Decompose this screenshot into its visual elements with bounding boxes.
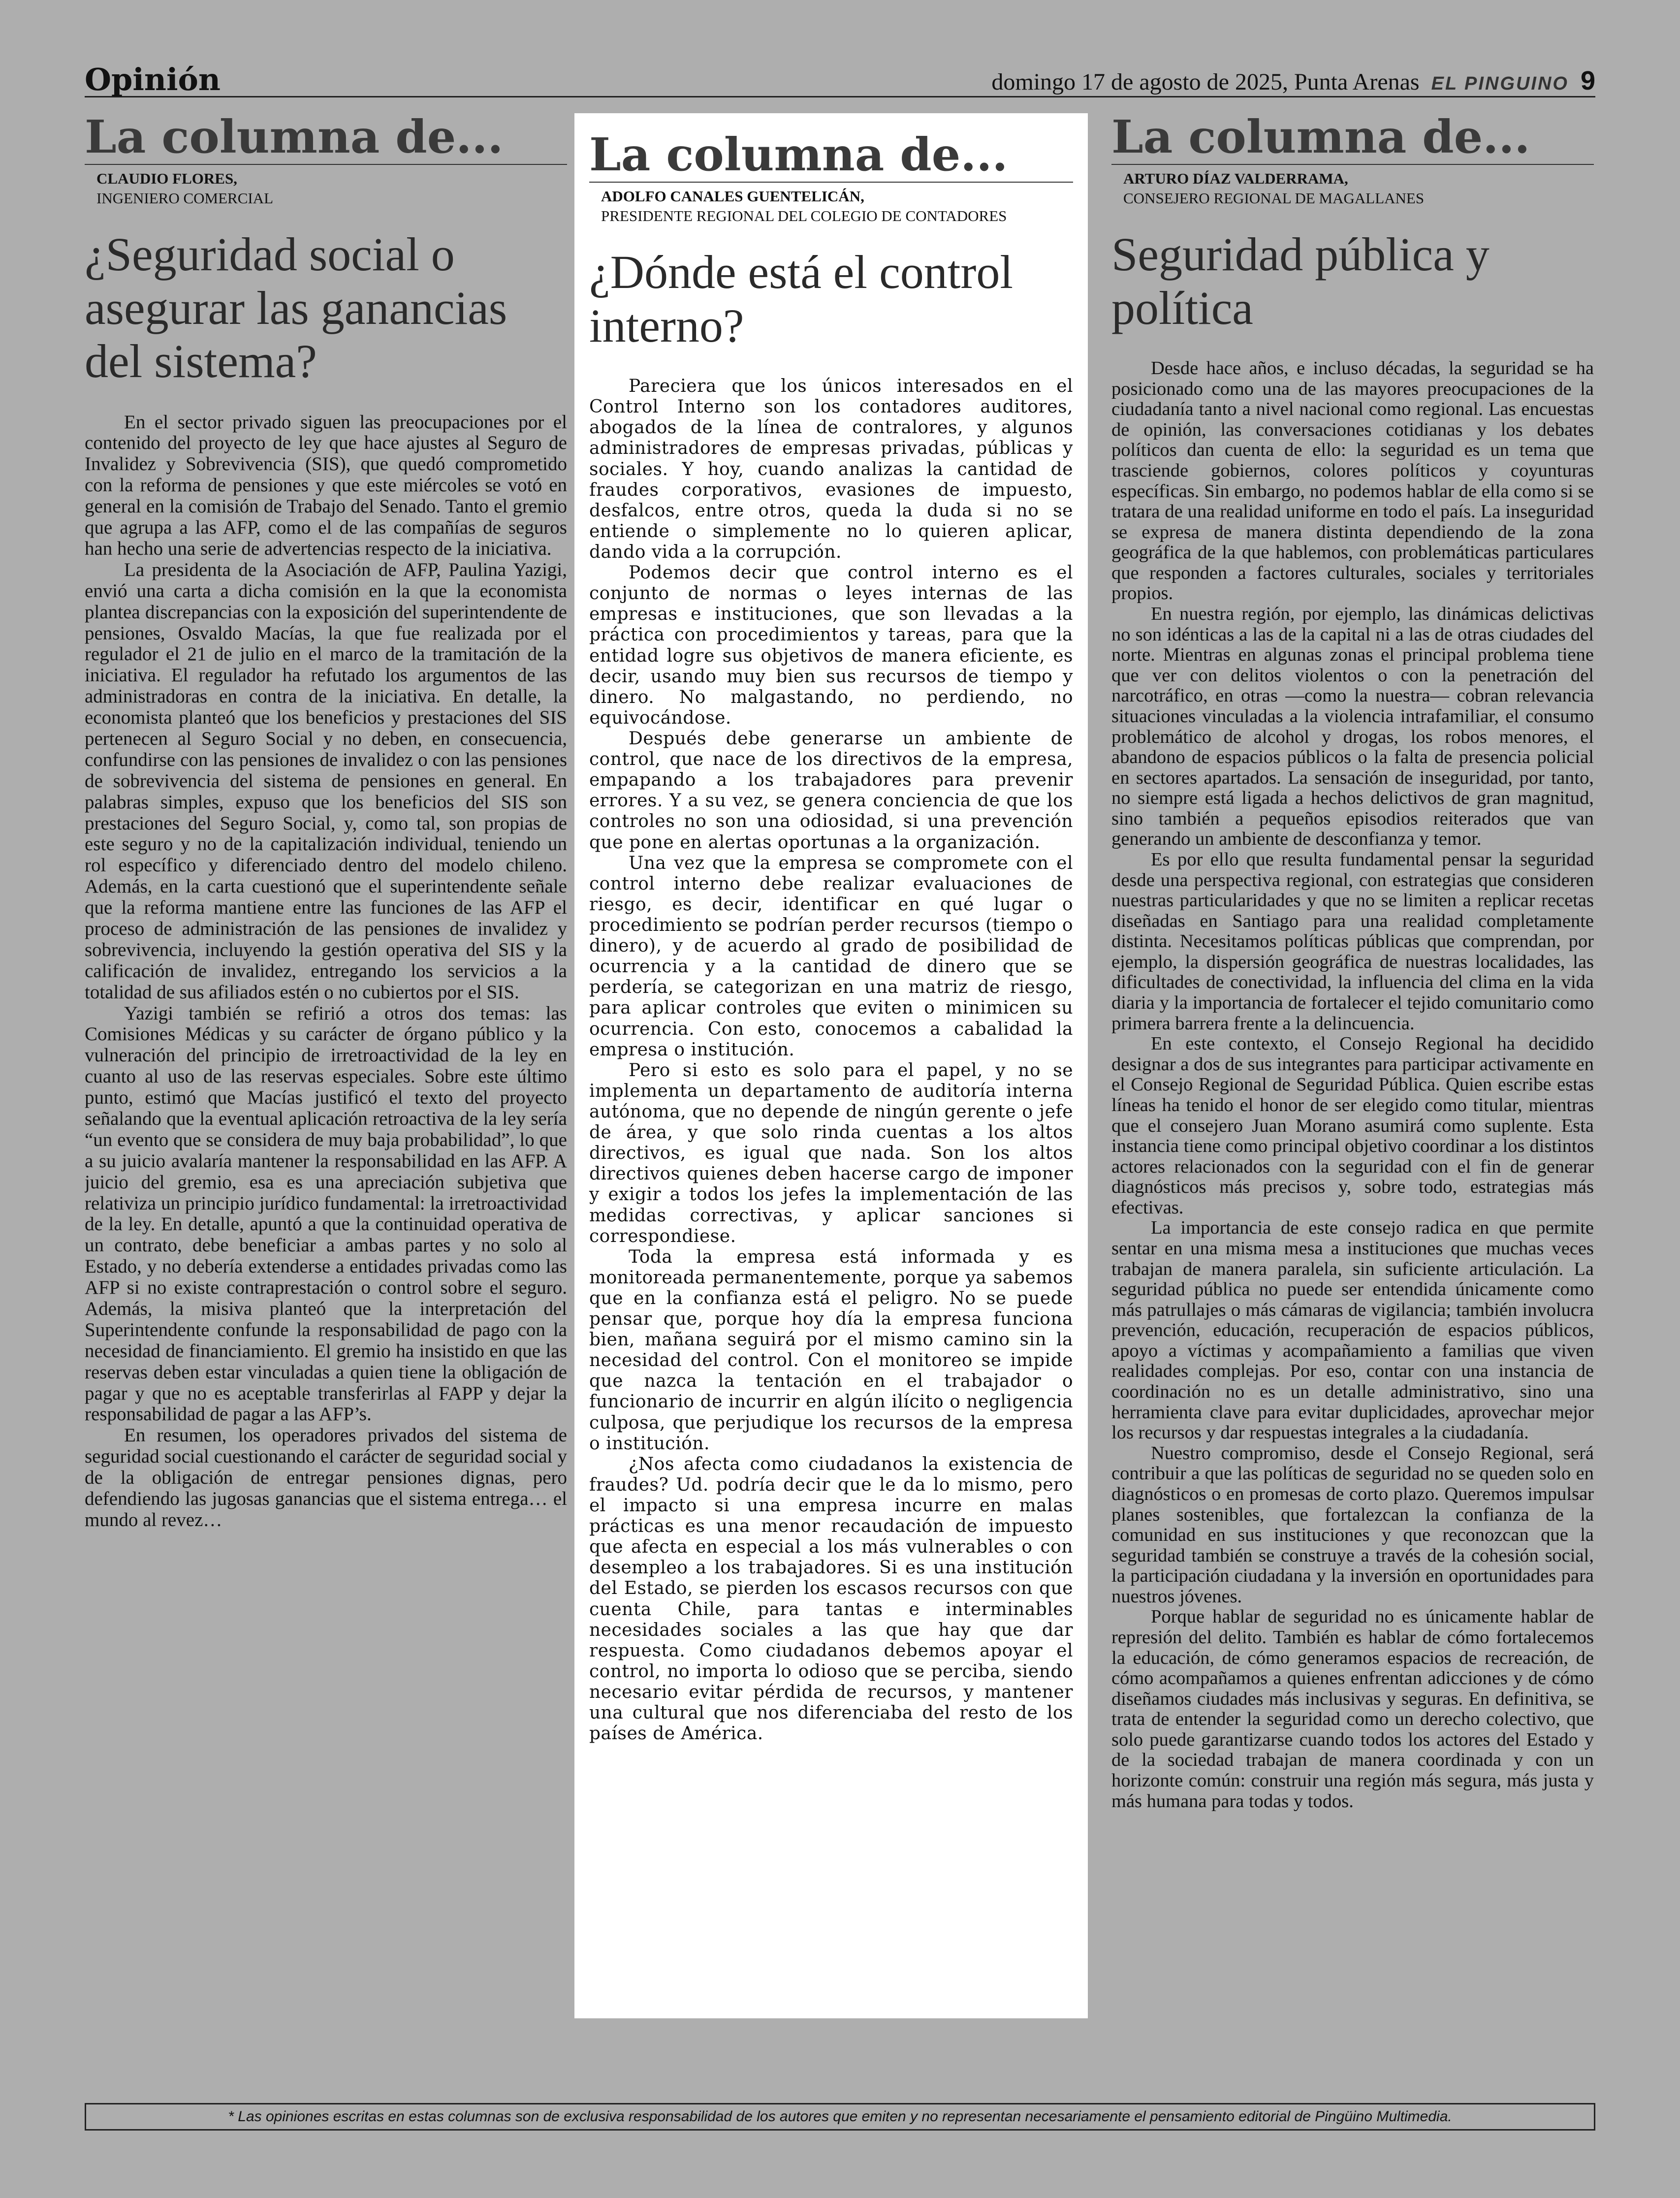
paragraph: En el sector privado siguen las preocupaciones por el contenido del proyecto de ley que hace ajustes al Seguro de Invalidez y Sobrevivencia (SIS), que quedó comprometido con la reforma de pensiones y que este miércoles se votó en general en la comisión de Trabajo del Senado. Tanto el gremio que agrupa a las AFP, como el de las compañías de seguros han hecho una serie de advertencias respecto de la iniciativa. bbox=[85, 411, 567, 559]
author-name: ADOLFO CANALES GUENTELICÁN, bbox=[601, 187, 864, 205]
column-headline: ¿Seguridad social o asegurar las ganancias del sistema? bbox=[85, 228, 507, 388]
column-author bbox=[85, 169, 567, 209]
header-right bbox=[991, 65, 1595, 96]
paragraph: La importancia de este consejo radica en que permite sentar en una misma mesa a instituciones que muchas veces trabajan de manera paralela, sin suficiente articulación. La seguridad pública no puede ser entendida únicamente como más patrullajes o más cámaras de vigilancia; también involucra prevención, educación, recuperación de espacios públicos, apoyo a víctimas y acompañamiento a familias que viven realidades complejas. Por eso, contar con una instancia de coordinación no es un detalle administrativo, sino una herramienta clave para evitar duplicidades, aprovechar mejor los recursos y dar respuestas integrales a la ciudadanía. bbox=[1111, 1217, 1594, 1443]
paragraph: Porque hablar de seguridad no es únicamente hablar de represión del delito. También es hablar de cómo fortalecemos la educación, de cómo generamos espacios de recreación, de cómo acompañamos a quienes enfrentan adicciones y de cómo diseñamos ciudades más inclusivas y seguras. En definitiva, se trata de entender la seguridad como un derecho colectivo, que solo puede garantizarse cuando todos los actores del Estado y de la sociedad trabajan de manera coordinada y con un horizonte común: construir una región más segura, más justa y más humana para todas y todos. bbox=[1111, 1606, 1594, 1812]
footer-disclaimer-box bbox=[85, 2103, 1595, 2131]
paragraph: Pero si esto es solo para el papel, y no se implementa un departamento de auditoría interna autónoma, que no depende de ningún gerente o jefe de área, y que solo rinda cuentas a los altos directivos, es igual que nada. Son los altos directivos quienes deben hacerse cargo de imponer y exigir a todos los jefes la implementación de las medidas correctivas, y aplicar sanciones si correspondiese. bbox=[589, 1060, 1073, 1246]
paragraph: En nuestra región, por ejemplo, las dinámicas delictivas no son idénticas a las de la capital ni a las de otras ciudades del norte. Mientras en algunas zonas el principal problema tiene que ver con delitos violentos o con la penetración del narcotráfico, en otras —como la nuestra— cobran relevancia situaciones vinculadas a la violencia intrafamiliar, el consumo problemático de alcohol y drogas, los robos menores, el abandono de espacios públicos o la falta de presencia policial en sectores apartados. La sensación de inseguridad, por tanto, no siempre está ligada a hechos delictivos de gran magnitud, sino también a pequeños episodios reiterados que van generando un ambiente de desconfianza y temor. bbox=[1111, 604, 1594, 850]
column-1 bbox=[85, 113, 567, 2033]
paragraph: En este contexto, el Consejo Regional ha decidido designar a dos de sus integrantes para participar activamente en el Consejo Regional de Seguridad Pública. Quien escribe estas líneas ha tenido el honor de ser elegido como titular, mientras que el consejero Juan Morano asumirá como suplente. Esta instancia tiene como principal objetivo coordinar a los distintos actores relacionados con la seguridad con el fin de generar diagnósticos más precisos y, sobre todo, estrategias más efectivas. bbox=[1111, 1033, 1594, 1218]
paragraph: Podemos decir que control interno es el conjunto de normas o leyes internas de las empresas e instituciones, que son llevadas a la práctica con procedimientos y tareas, para que la entidad logre sus objetivos de manera eficiente, es decir, usando muy bien sus recursos de tiempo y dinero. No malgastando, no perdiendo, no equivocándose. bbox=[589, 563, 1073, 728]
newspaper-logo: EL PINGUINO bbox=[1431, 73, 1569, 94]
column-body bbox=[1111, 358, 1594, 1812]
paragraph: ¿Nos afecta como ciudadanos la existencia de fraudes? Ud. podría decir que le da lo mismo, pero el impacto si una empresa incurre en malas prácticas es una menor recaudación de impuesto que afecta en especial a los más vulnerables o con desempleo a los trabajadores. Si es una institución del Estado, se pierden los escasos recursos con que cuenta Chile, para tantas e interminables necesidades sociales a las que hay que dar respuesta. Como ciudadanos debemos apoyar el control, no importa lo odioso que se perciba, siendo necesario evitar pérdida de recursos, y mantener una cultural que nos diferenciaba del resto de los países de América. bbox=[589, 1454, 1073, 1744]
column-kicker: La columna de... bbox=[1111, 113, 1594, 165]
column-author bbox=[589, 187, 1073, 226]
paragraph: Nuestro compromiso, desde el Consejo Regional, será contribuir a que las políticas de seguridad no se queden solo en diagnósticos o en promesas de corto plazo. Queremos impulsar planes sostenibles, que fortalezcan la confianza de la comunidad en sus instituciones y que reconozcan que la seguridad también se construye a través de la cohesión social, la participación ciudadana y la inversión en oportunidades para nuestros jóvenes. bbox=[1111, 1442, 1594, 1607]
column-headline: ¿Dónde está el control interno? bbox=[589, 246, 1013, 352]
paragraph: Toda la empresa está informada y es monitoreada permanentemente, porque ya sabemos que en la confianza está el peligro. No se puede pensar que, porque hoy día la empresa funciona bien, mañana seguirá por el mismo camino sin la necesidad del control. Con el monitoreo se impide que nazca la tentación en el trabajador o funcionario de incurrir en algún ilícito o negligencia culposa, que perjudique los recursos de la empresa o institución. bbox=[589, 1246, 1073, 1454]
page-header bbox=[85, 62, 1595, 97]
paragraph: Después debe generarse un ambiente de control, que nace de los directivos de la empresa, empapando a los trabajadores para prevenir errores. Y a su vez, se genera conciencia de que los controles no son una odiosidad, si una prevención que pone en alertas oportunas a la organización. bbox=[589, 728, 1073, 853]
column-author bbox=[1111, 169, 1594, 209]
author-role: INGENIERO COMERCIAL bbox=[96, 189, 274, 207]
author-role: CONSEJERO REGIONAL DE MAGALLANES bbox=[1123, 189, 1425, 207]
author-name: CLAUDIO FLORES, bbox=[96, 169, 237, 187]
column-body bbox=[589, 376, 1073, 1744]
paragraph: La presidenta de la Asociación de AFP, Paulina Yazigi, envió una carta a dicha comisión en la que la economista plantea discrepancias con la exposición del superintendente de pensiones, Osvaldo Macías, la que fue realizada por el regulador el 21 de julio en el marco de la tramitación de la iniciativa. El regulador ha refutado los argumentos de las administradoras en contra de la iniciativa. En detalle, la economista planteó que los beneficios y prestaciones del SIS pertenecen al Seguro Social y no deben, en consecuencia, confundirse con las pensiones de invalidez o con las pensiones de sobrevivencia del sistema de pensiones en general. En palabras simples, expuso que los beneficios del SIS son prestaciones del Seguro Social, y, como tal, son propias de este seguro y no de la capitalización individual, teniendo un rol específico y diferenciado dentro del modelo chileno. Además, en la carta cuestionó que el superintendente señale que la reforma mantiene entre las funciones de las AFP el proceso de administración de las pensiones de invalidez y sobrevivencia, incluyendo la gestión operativa del SIS y la calificación de invalidez, entregando los servicios a la totalidad de sus afiliados estén o no cubiertos por el SIS. bbox=[85, 559, 567, 1003]
paragraph: Pareciera que los únicos interesados en el Control Interno son los contadores auditores, abogados de la línea de contralores, y algunos administradores de empresas privadas, públicas y sociales. Y hoy, cuando analizas la cantidad de fraudes corporativos, evasiones de impuesto, desfalcos, entre otros, queda la duda si no se entiende o simplemente no lo quieren aplicar, dando vida a la corrupción. bbox=[589, 376, 1073, 562]
paragraph: Es por ello que resulta fundamental pensar la seguridad desde una perspectiva regional, con estrategias que consideren nuestras particularidades y que no se limiten a replicar recetas diseñadas en Santiago para una realidad completamente distinta. Necesitamos políticas públicas que comprendan, por ejemplo, la dispersión geográfica de nuestras localidades, las dificultades de conectividad, la influencia del clima en la vida diaria y la importancia de fortalecer el tejido comunitario como primera barrera frente a la delincuencia. bbox=[1111, 849, 1594, 1034]
column-headline: Seguridad pública y política bbox=[1111, 228, 1490, 334]
column-body bbox=[85, 412, 567, 1531]
column-kicker: La columna de... bbox=[85, 113, 567, 165]
column-kicker: La columna de... bbox=[589, 131, 1073, 183]
footer-disclaimer: * Las opiniones escritas en estas columnas son de exclusiva responsabilidad de los autores que emiten y no representan necesariamente el pensamiento editorial de Pingüino Multimedia. bbox=[228, 2108, 1452, 2125]
column-2 bbox=[574, 113, 1088, 2018]
column-3 bbox=[1111, 113, 1594, 2082]
paragraph: Yazigi también se refirió a otros dos temas: las Comisiones Médicas y su carácter de órgano público y la vulneración del principio de irretroactividad de la ley en cuanto al uso de las reservas especiales. Sobre este último punto, estimó que Macías justificó el texto del proyecto señalando que la eventual aplicación retroactiva de la ley sería “un evento que se considera de muy baja probabilidad”, lo que a su juicio avalaría mantener la responsabilidad en las AFP. A juicio del gremio, esa es una apreciación subjetiva que relativiza un principio jurídico fundamental: la irretroactividad de la ley. En detalle, apuntó a que la continuidad operativa de un contrato, debe beneficiar a ambas partes y no solo al Estado, y no debería extenderse a entidades privadas como las AFP si no existe contraprestación o control sobre el seguro. Además, la misiva planteó que la interpretación del Superintendente confunde la responsabilidad de pago con la necesidad de financiamiento. El gremio ha insistido en que las reservas deben estar vinculadas a quien tiene la obligación de pagar y que no es aceptable transferirlas al FAPP y dejar la responsabilidad de pagar a las AFP’s. bbox=[85, 1002, 567, 1425]
page-number: 9 bbox=[1580, 66, 1595, 96]
author-role: PRESIDENTE REGIONAL DEL COLEGIO DE CONTADORES bbox=[601, 207, 1007, 224]
dateline: domingo 17 de agosto de 2025, Punta Arenas bbox=[991, 69, 1420, 95]
paragraph: Una vez que la empresa se compromete con el control interno debe realizar evaluaciones de riesgo, es decir, identificar en qué lugar o procedimiento se podrían perder recursos (tiempo o dinero), y de acuerdo al grado de posibilidad de ocurrencia y a la cantidad de dinero que se perdería, se categorizan en una matriz de riesgo, para aplicar controles que eviten o minimicen su ocurrencia. Con esto, conocemos a cabalidad la empresa o institución. bbox=[589, 853, 1073, 1060]
author-name: ARTURO DÍAZ VALDERRAMA, bbox=[1123, 169, 1348, 187]
paragraph: En resumen, los operadores privados del sistema de seguridad social cuestionando el carácter de seguridad social y de la obligación de entregar pensiones dignas, pero defendiendo las jugosas ganancias que el sistema entrega… el mundo al revez… bbox=[85, 1425, 567, 1530]
section-title: Opinión bbox=[85, 62, 221, 97]
paragraph: Desde hace años, e incluso décadas, la seguridad se ha posicionado como una de las mayores preocupaciones de la ciudadanía tanto a nivel nacional como regional. Las encuestas de opinión, las conversaciones cotidianas y los debates políticos dan cuenta de ello: la seguridad es un tema que trasciende gobiernos, colores políticos y coyunturas específicas. Sin embargo, no podemos hablar de ella como si se tratara de una realidad uniforme en todo el país. La inseguridad se expresa de manera distinta dependiendo de la zona geográfica de la que hablemos, con problemáticas particulares que responden a factores culturales, sociales y territoriales propios. bbox=[1111, 358, 1594, 604]
